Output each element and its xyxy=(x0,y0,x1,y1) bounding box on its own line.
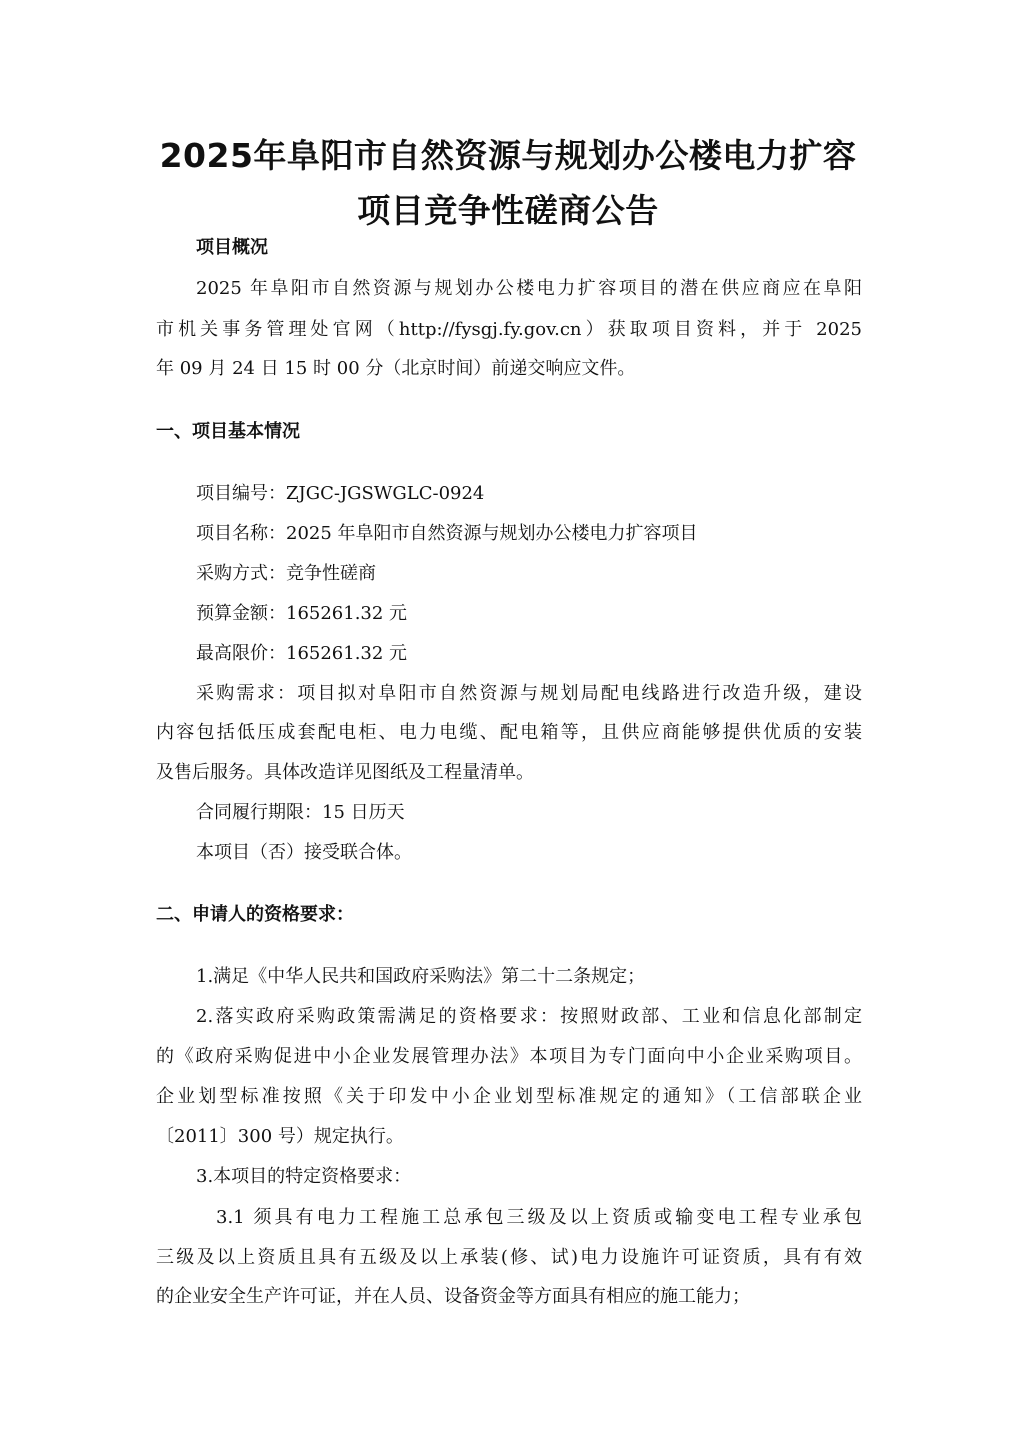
qualification-item-2-line-3: 企业划型标准按照《关于印发中小企业划型标准规定的通知》（工信部联企业 xyxy=(156,1086,862,1107)
qualification-item-2-line-1: 2.落实政府采购政策需满足的资格要求：按照财政部、工业和信息化部制定 xyxy=(196,1006,862,1027)
overview-heading: 项目概况 xyxy=(196,237,268,258)
consortium-note: 本项目（否）接受联合体。 xyxy=(196,842,412,863)
project-name: 项目名称：2025 年阜阳市自然资源与规划办公楼电力扩容项目 xyxy=(196,523,698,544)
overview-line-1: 2025 年阜阳市自然资源与规划办公楼电力扩容项目的潜在供应商应在阜阳 xyxy=(196,278,862,299)
document-title-line-2: 项目竞争性磋商公告 xyxy=(357,191,659,230)
requirement-line-1: 采购需求：项目拟对阜阳市自然资源与规划局配电线路进行改造升级，建设 xyxy=(196,683,862,704)
qualification-item-3-1-line-3: 的企业安全生产许可证，并在人员、设备资金等方面具有相应的施工能力； xyxy=(156,1286,750,1307)
qualification-item-1: 1.满足《中华人民共和国政府采购法》第二十二条规定； xyxy=(196,966,646,987)
section1-heading: 一、项目基本情况 xyxy=(156,421,300,442)
budget-amount: 预算金额：165261.32 元 xyxy=(196,603,408,624)
contract-period: 合同履行期限：15 日历天 xyxy=(196,802,405,823)
qualification-item-2-line-2: 的《政府采购促进中小企业发展管理办法》本项目为专门面向中小企业采购项目。 xyxy=(156,1046,862,1067)
section2-heading: 二、申请人的资格要求： xyxy=(156,904,354,925)
procurement-method: 采购方式：竞争性磋商 xyxy=(196,563,376,584)
qualification-item-3: 3.本项目的特定资格要求： xyxy=(196,1166,412,1187)
overview-line-2: 市机关事务管理处官网（http://fysgj.fy.gov.cn）获取项目资料，并于 2025 xyxy=(156,319,862,340)
overview-line-3: 年 09 月 24 日 15 时 00 分（北京时间）前递交响应文件。 xyxy=(156,358,636,379)
qualification-item-3-1-line-2: 三级及以上资质且具有五级及以上承装(修、试)电力设施许可证资质，具有有效 xyxy=(156,1247,862,1268)
max-price: 最高限价：165261.32 元 xyxy=(196,643,408,664)
qualification-item-3-1-line-1: 3.1 须具有电力工程施工总承包三级及以上资质或输变电工程专业承包 xyxy=(216,1207,862,1228)
document-title-line-1: 2025年阜阳市自然资源与规划办公楼电力扩容 xyxy=(159,136,857,175)
requirement-line-3: 及售后服务。具体改造详见图纸及工程量清单。 xyxy=(156,762,534,783)
requirement-line-2: 内容包括低压成套配电柜、电力电缆、配电箱等，且供应商能够提供优质的安装 xyxy=(156,722,862,743)
project-number: 项目编号：ZJGC-JGSWGLC-0924 xyxy=(196,483,485,504)
qualification-item-2-line-4: 〔2011〕300 号）规定执行。 xyxy=(156,1126,404,1147)
